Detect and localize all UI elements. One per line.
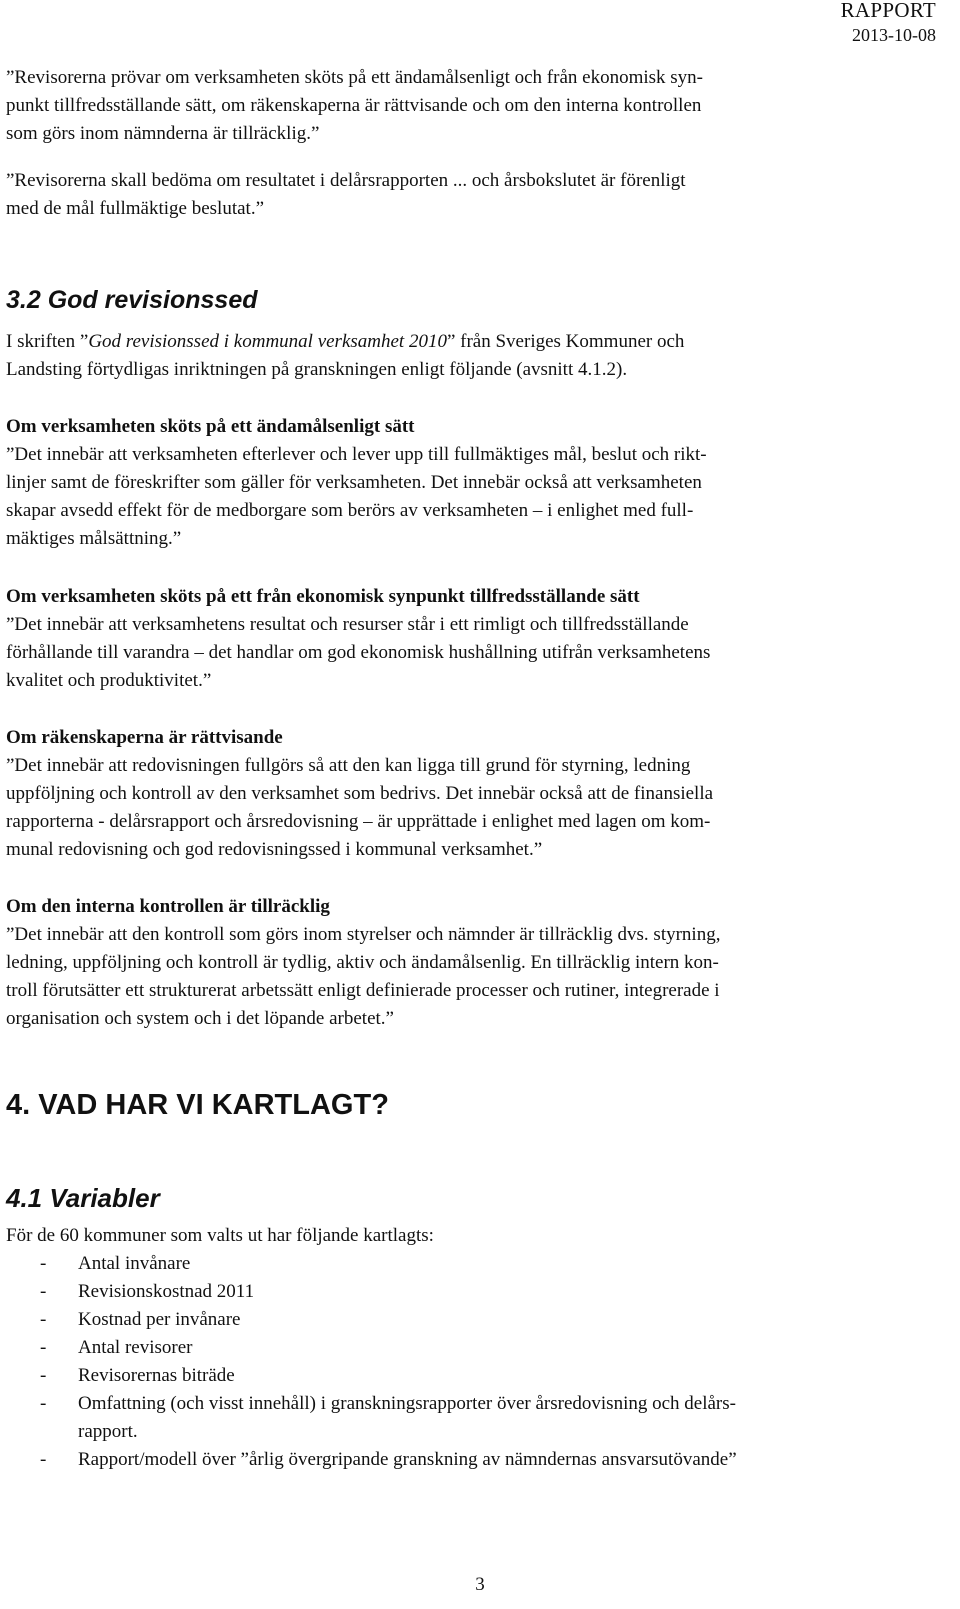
criteria-block-3: [6, 724, 936, 864]
publication-title: God revisionssed i kommunal verksamhet 2010: [88, 331, 447, 352]
criteria-block-1: [6, 413, 936, 553]
list-item: - Rapport/modell över ”årlig övergripande granskning av nämndernas ansvarsutövande”: [6, 1446, 936, 1474]
criteria-heading: Om verksamheten sköts på ett ändamålsenligt sätt: [6, 416, 415, 437]
list-item: - Antal revisorer: [6, 1334, 936, 1362]
section-4-1-heading: 4.1 Variabler: [6, 1183, 160, 1213]
criteria-text: ”Det innebär att verksamheten efterlever och lever upp till fullmäktiges mål, beslut och rikt- linjer samt de föreskrifter som gäller för verksamheten. Det innebär också att verksamheten skapar avsedd effekt för de medborgare som berörs av verksamheten – i enlighet med full- mäktiges målsättning.”: [6, 444, 707, 549]
bullet-dash: -: [40, 1309, 47, 1330]
criteria-block-4: [6, 893, 936, 1033]
list-item: - Kostnad per invånare: [6, 1306, 936, 1334]
intro-quotes: [6, 64, 936, 223]
bullet-dash: -: [40, 1393, 47, 1414]
section-4-1-body: [6, 1222, 936, 1474]
criteria-text: ”Det innebär att redovisningen fullgörs så att den kan ligga till grund för styrning, ledning uppföljning och kontroll av den verksamhet som bedrivs. Det innebär också att de finansiella rapporterna - delårsrapport och årsredovisning – är upprättade i enlighet med lagen om kom- munal redovisning och god redovisningssed i kommunal verksamhet.”: [6, 755, 714, 860]
criteria-heading: Om räkenskaperna är rättvisande: [6, 727, 283, 748]
variables-list: [6, 1250, 936, 1474]
criteria-text: ”Det innebär att den kontroll som görs inom styrelser och nämnder är tillräcklig dvs. styrning, ledning, uppföljning och kontroll är tydlig, aktiv och ändamålsenlig. En tillräcklig intern kon- troll förutsätter ett strukturerat arbetssätt enligt definierade processer och rutiner, integrerade i organisation och system och i det löpande arbetet.”: [6, 924, 721, 1029]
report-date: 2013-10-08: [852, 25, 936, 45]
intro-after: ” från Sveriges Kommuner och Landsting förtydligas inriktningen på granskningen enligt följande (avsnitt 4.1.2).: [6, 331, 685, 380]
page-header: [841, 0, 936, 44]
criteria-heading: Om verksamheten sköts på ett från ekonomisk synpunkt tillfredsställande sätt: [6, 586, 640, 607]
report-label: RAPPORT: [840, 0, 936, 22]
section-3-2-body: [6, 328, 936, 384]
list-item: - Omfattning (och visst innehåll) i granskningsrapporter över årsredovisning och delårs- rapport.: [6, 1390, 936, 1446]
intro-before: I skriften ”: [6, 331, 89, 352]
bullet-dash: -: [40, 1281, 47, 1302]
section-3-2-intro: [6, 328, 936, 384]
section-4-heading: 4. VAD HAR VI KARTLAGT?: [6, 1089, 389, 1121]
bullet-dash: -: [40, 1365, 47, 1386]
bullet-dash: -: [40, 1253, 47, 1274]
page-number: 3: [475, 1574, 485, 1595]
bullet-dash: -: [40, 1449, 47, 1470]
variables-intro: För de 60 kommuner som valts ut har följande kartlagts:: [6, 1225, 434, 1246]
quote-paragraph-1: ”Revisorerna prövar om verksamheten sköts på ett ändamålsenligt och från ekonomisk syn- punkt tillfredsställande sätt, om räkenskaperna är rättvisande och om den interna kontrollen som görs inom nämnderna är tillräcklig.”: [6, 67, 703, 144]
list-item: - Revisionskostnad 2011: [6, 1278, 936, 1306]
criteria-text: ”Det innebär att verksamhetens resultat och resurser står i ett rimligt och tillfredsställande förhållande till varandra – det handlar om god ekonomisk hushållning utifrån verksamhetens kvalitet och produktivitet.”: [6, 614, 711, 691]
section-3-2-heading: 3.2 God revisionssed: [6, 286, 258, 314]
list-item: - Antal invånare: [6, 1250, 936, 1278]
criteria-heading: Om den interna kontrollen är tillräcklig: [6, 896, 330, 917]
criteria-block-2: [6, 583, 936, 695]
list-item: - Revisorernas biträde: [6, 1362, 936, 1390]
bullet-dash: -: [40, 1337, 47, 1358]
quote-paragraph-2: ”Revisorerna skall bedöma om resultatet i delårsrapporten ... och årsbokslutet är förenligt med de mål fullmäktige beslutat.”: [6, 170, 686, 219]
